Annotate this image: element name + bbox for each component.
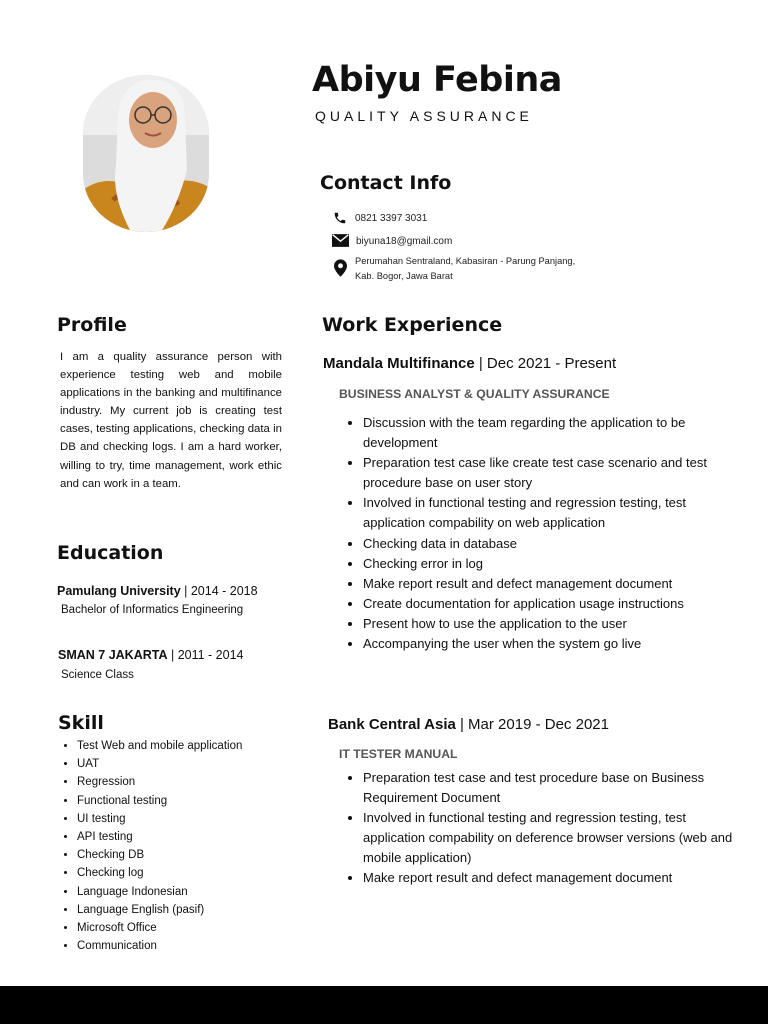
skill-item: • Communication — [77, 937, 242, 955]
job-header — [323, 355, 616, 372]
profile-heading: Profile — [57, 314, 127, 336]
skill-item: • Language Indonesian — [77, 883, 242, 901]
education-period: | 2011 - 2014 — [167, 648, 244, 662]
skill-item: • Checking log — [77, 864, 242, 882]
contact-info-heading: Contact Info — [320, 172, 452, 194]
person-name: Abiyu Febina — [312, 60, 562, 100]
duty-item: • Create documentation for application usage instructions — [363, 594, 748, 614]
skill-item: • API testing — [77, 828, 242, 846]
school-name: SMAN 7 JAKARTA — [58, 648, 168, 662]
duty-item: • Preparation test case and test procedure base on Business Requirement Document — [363, 768, 748, 808]
profile-text: I am a quality assurance person with experience testing web and mobile applications in the banking and multifinance industry. My current job is creating test cases, testing applications, checking data in DB and checking logs. I am a hard worker, willing to try, time management, work ethic and can work in a team. — [60, 351, 282, 490]
duty-item: • Checking data in database — [363, 534, 748, 554]
duty-item: • Involved in functional testing and regression testing, test application compability on web application — [363, 493, 748, 533]
skill-item: • Functional testing — [77, 792, 242, 810]
skill-item: • UAT — [77, 755, 242, 773]
address-line-1: Perumahan Sentraland, Kabasiran - Parung Panjang, — [355, 256, 576, 266]
skill-list — [58, 737, 242, 955]
job-position: IT TESTER MANUAL — [339, 747, 458, 761]
profile-photo — [83, 75, 209, 232]
duty-item: • Make report result and defect management document — [363, 868, 748, 888]
portrait-image — [83, 75, 209, 232]
duty-list — [343, 768, 748, 889]
job-period: | Dec 2021 - Present — [474, 355, 617, 372]
duty-item: • Present how to use the application to the user — [363, 614, 748, 634]
job-header — [328, 716, 609, 733]
skill-item: • Language English (pasif) — [77, 901, 242, 919]
job-position: BUSINESS ANALYST & QUALITY ASSURANCE — [339, 387, 610, 401]
mail-icon — [332, 234, 349, 247]
duty-item: • Discussion with the team regarding the application to be development — [363, 413, 748, 453]
duty-item: • Make report result and defect management document — [363, 574, 748, 594]
company-name: Bank Central Asia — [328, 716, 456, 733]
skill-item: • Checking DB — [77, 846, 242, 864]
duty-list — [343, 413, 748, 654]
education-item — [57, 584, 258, 598]
location-pin-icon — [334, 259, 347, 277]
job-role: QUALITY ASSURANCE — [315, 108, 533, 124]
education-period: | 2014 - 2018 — [180, 584, 258, 598]
education-item — [58, 648, 244, 662]
email-address: biyuna18@gmail.com — [356, 236, 453, 247]
education-detail: Science Class — [61, 669, 134, 681]
duty-item: • Checking error in log — [363, 554, 748, 574]
phone-icon — [333, 211, 347, 225]
skill-item: • Microsoft Office — [77, 919, 242, 937]
work-experience-heading: Work Experience — [322, 314, 503, 336]
contact-phone — [333, 211, 427, 226]
skill-heading: Skill — [58, 712, 104, 734]
address-line-2: Kab. Bogor, Jawa Barat — [355, 271, 453, 281]
footer-bar — [0, 986, 768, 1024]
company-name: Mandala Multifinance — [323, 355, 475, 372]
duty-item: • Accompanying the user when the system go live — [363, 634, 748, 654]
skill-item: • UI testing — [77, 810, 242, 828]
contact-address — [334, 254, 575, 284]
school-name: Pamulang University — [57, 584, 181, 598]
skill-item: • Test Web and mobile application — [77, 737, 242, 755]
duty-item: • Preparation test case like create test case scenario and test procedure base on user story — [363, 453, 748, 493]
job-period: | Mar 2019 - Dec 2021 — [455, 716, 609, 733]
education-heading: Education — [57, 542, 164, 564]
phone-number: 0821 3397 3031 — [355, 213, 428, 224]
education-detail: Bachelor of Informatics Engineering — [61, 604, 244, 616]
skill-item: • Regression — [77, 773, 242, 791]
duty-item: • Involved in functional testing and regression testing, test application compability on deference browser versions (web and mobile application) — [363, 808, 748, 868]
contact-email — [332, 234, 452, 249]
